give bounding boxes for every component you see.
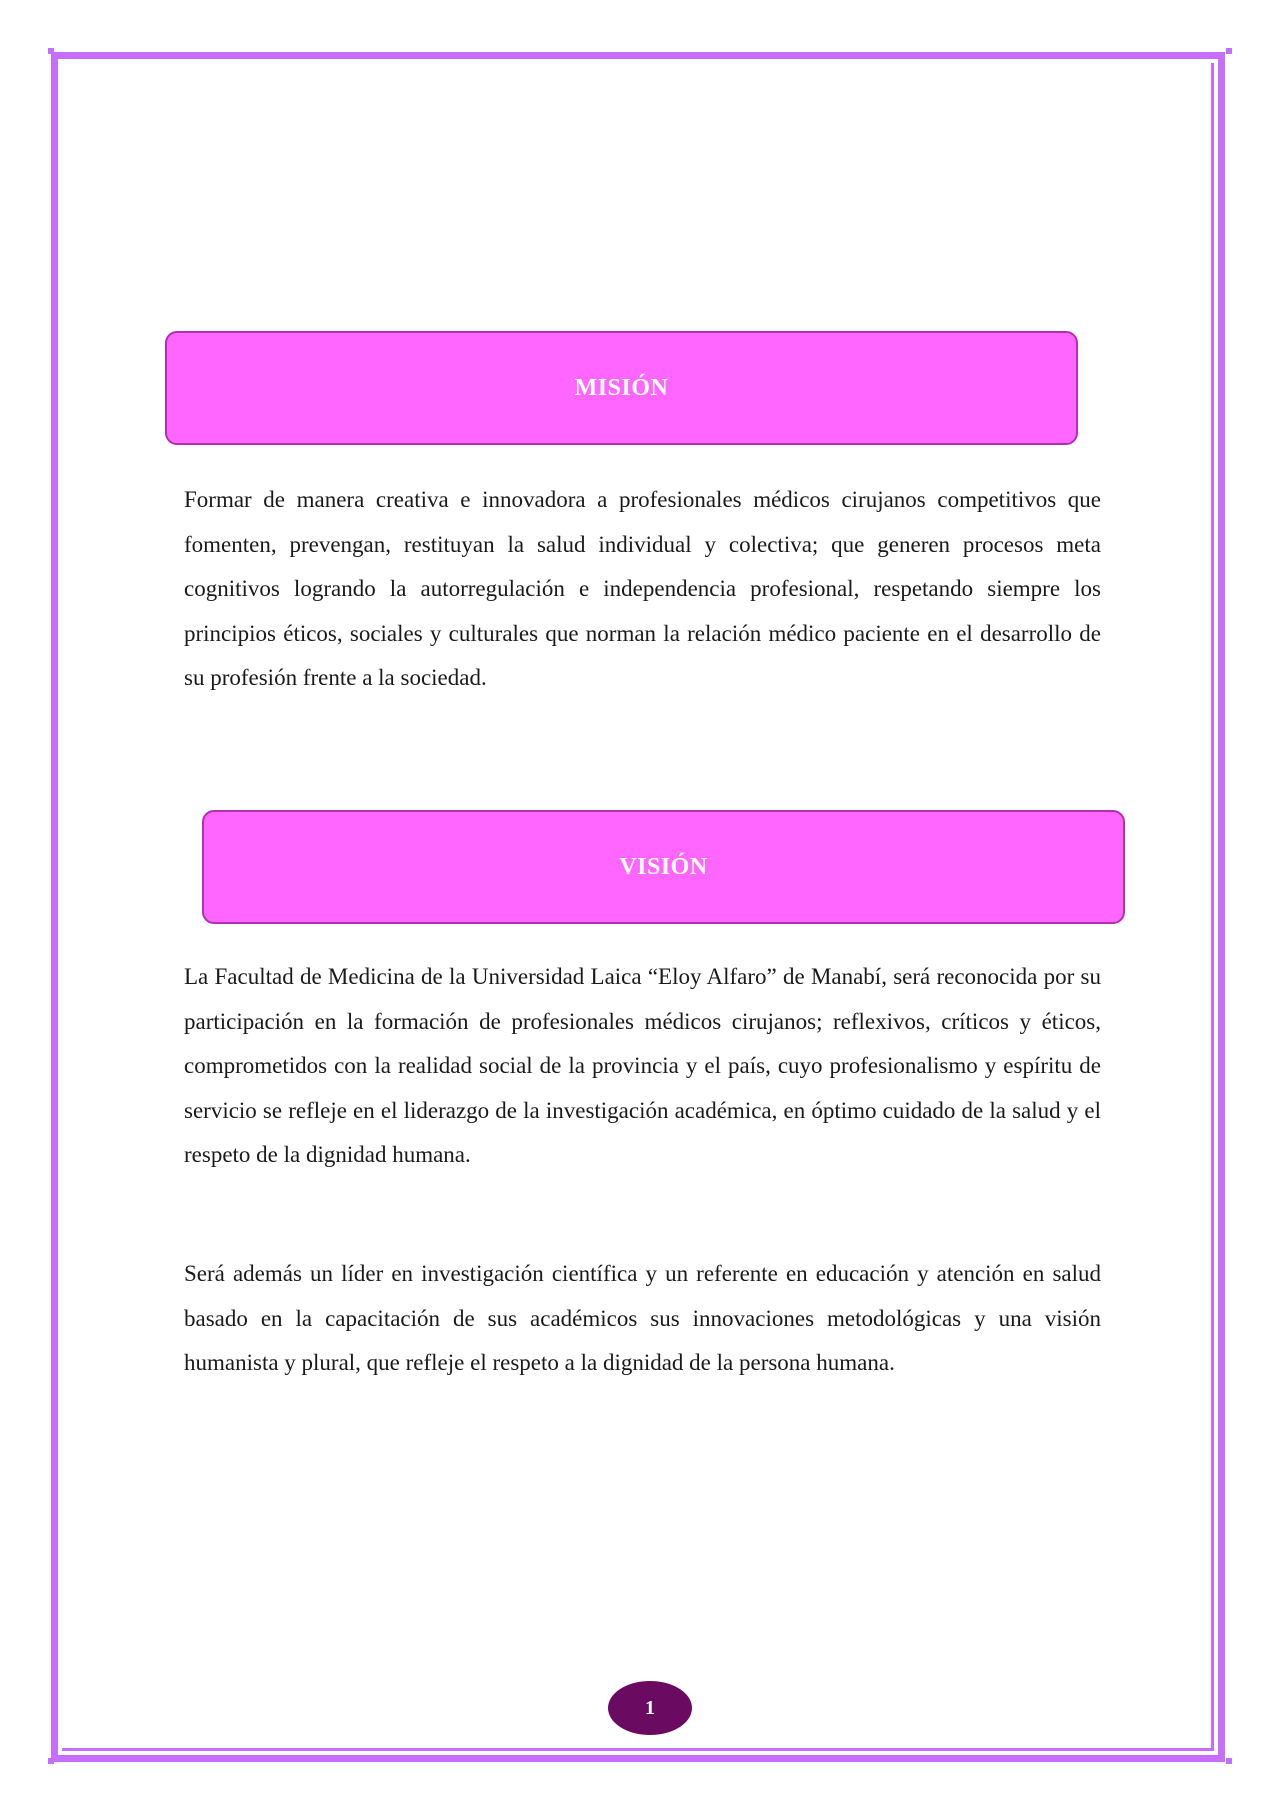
border-corner: [1226, 48, 1232, 54]
vision-paragraph: La Facultad de Medicina de la Universidad Laica “Eloy Alfaro” de Manabí, será reconocida por su participación en la formación de profesionales médicos cirujanos; reflexivos, críticos y éticos, comprometidos con la realidad social de la provincia y el país, cuyo profesionalismo y espíritu de servicio se refleje en el liderazgo de la investigación académica, en óptimo cuidado de la salud y el respeto de la dignidad humana.: [184, 964, 1101, 1167]
mision-paragraph: Formar de manera creativa e innovadora a profesionales médicos cirujanos competitivos que fomenten, prevengan, restituyan la salud individual y colectiva; que generen procesos meta cognitivos logrando la autorregulación e independencia profesional, respetando siempre los principios éticos, sociales y culturales que norman la relación médico paciente en el desarrollo de su profesión frente a la sociedad.: [184, 487, 1101, 690]
mision-heading: MISIÓN: [574, 374, 669, 401]
mision-banner: [165, 331, 1078, 445]
border-corner: [48, 48, 54, 54]
page-number: 1: [645, 1696, 655, 1719]
border-corner: [1226, 1758, 1232, 1764]
page-number-badge: [608, 1681, 692, 1735]
vision-banner: [202, 810, 1125, 924]
border-corner: [48, 1758, 54, 1764]
vision-heading: VISIÓN: [619, 853, 708, 880]
vision-paragraph: Será además un líder en investigación científica y un referente en educación y atención en salud basado en la capacitación de sus académicos sus innovaciones metodológicas y una visión humanista y plural, que refleje el respeto a la dignidad de la persona humana.: [184, 1261, 1101, 1375]
